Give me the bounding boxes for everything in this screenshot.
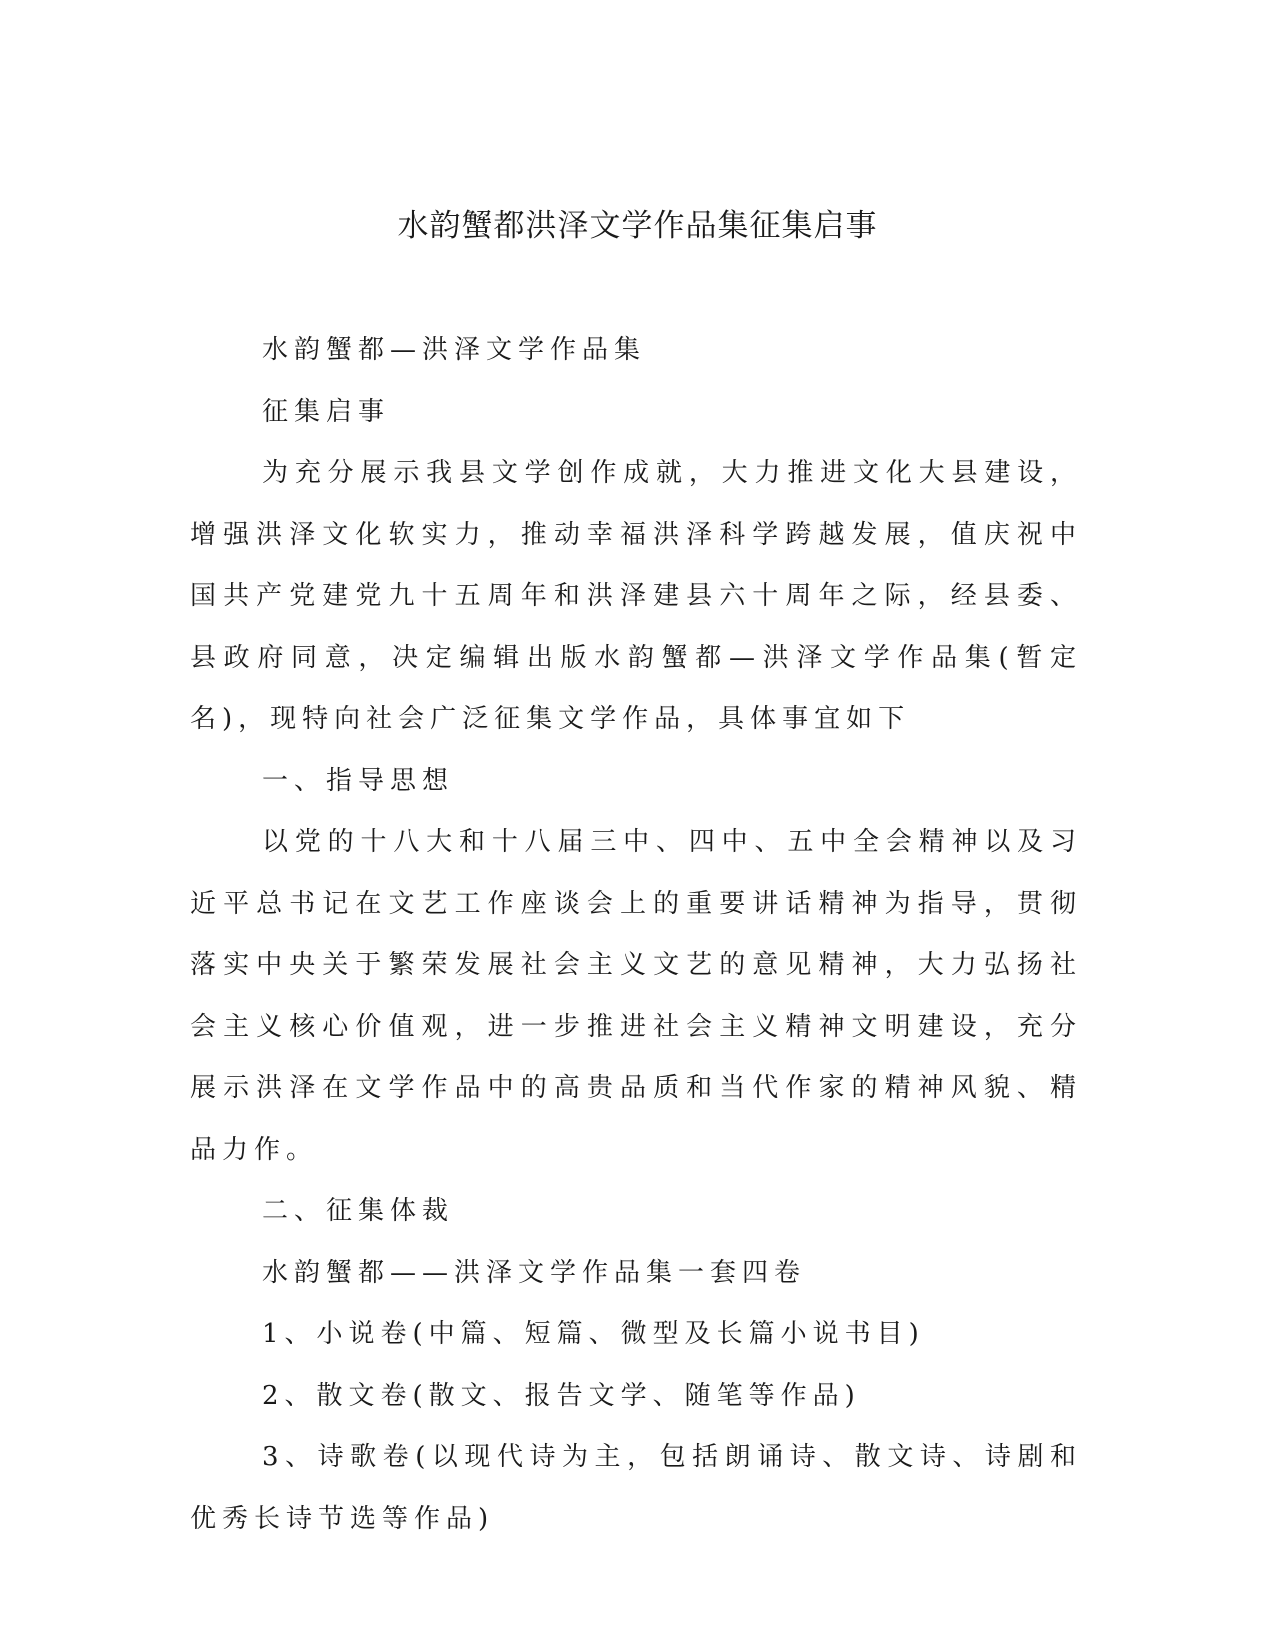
- list-item-poetry-volume: 3、诗歌卷(以现代诗为主，包括朗诵诗、散文诗、诗剧和优秀长诗节选等作品): [190, 1442, 1082, 1534]
- list-item-prose-volume: 2、散文卷(散文、报告文学、随笔等作品): [262, 1380, 861, 1411]
- list-item-novel-volume: 1、小说卷(中篇、短篇、微型及长篇小说书目): [262, 1319, 925, 1349]
- document-title: 水韵蟹都洪泽文学作品集征集启事: [397, 208, 878, 244]
- section-heading-guiding-thought: 一、指导思想: [262, 765, 455, 796]
- paragraph-intro: 为充分展示我县文学创作成就，大力推进文化大县建设，增强洪泽文化软实力，推动幸福洪泽科学跨越发展，值庆祝中国共产党建党九十五周年和洪泽建县六十周年之际，经县委、县政府同意，决定编辑出版水韵蟹都—洪泽文学作品集(暂定名)，现特向社会广泛征集文学作品，具体事宜如下: [190, 458, 1082, 734]
- paragraph-guiding-thought: 以党的十八大和十八届三中、四中、五中全会精神以及习近平总书记在文艺工作座谈会上的重要讲话精神为指导，贯彻落实中央关于繁荣发展社会主义文艺的意见精神，大力弘扬社会主义核心价值观，进一步推进社会主义精神文明建设，充分展示洪泽在文学作品中的高贵品质和当代作家的精神风貌、精品力作。: [190, 827, 1082, 1165]
- document-body: [190, 320, 1082, 1550]
- paragraph-collection-name: 水韵蟹都—洪泽文学作品集: [262, 335, 647, 365]
- paragraph-volume-set: 水韵蟹都——洪泽文学作品集一套四卷: [262, 1257, 807, 1288]
- section-heading-genres: 二、征集体裁: [262, 1196, 455, 1226]
- paragraph-notice-label: 征集启事: [262, 396, 391, 427]
